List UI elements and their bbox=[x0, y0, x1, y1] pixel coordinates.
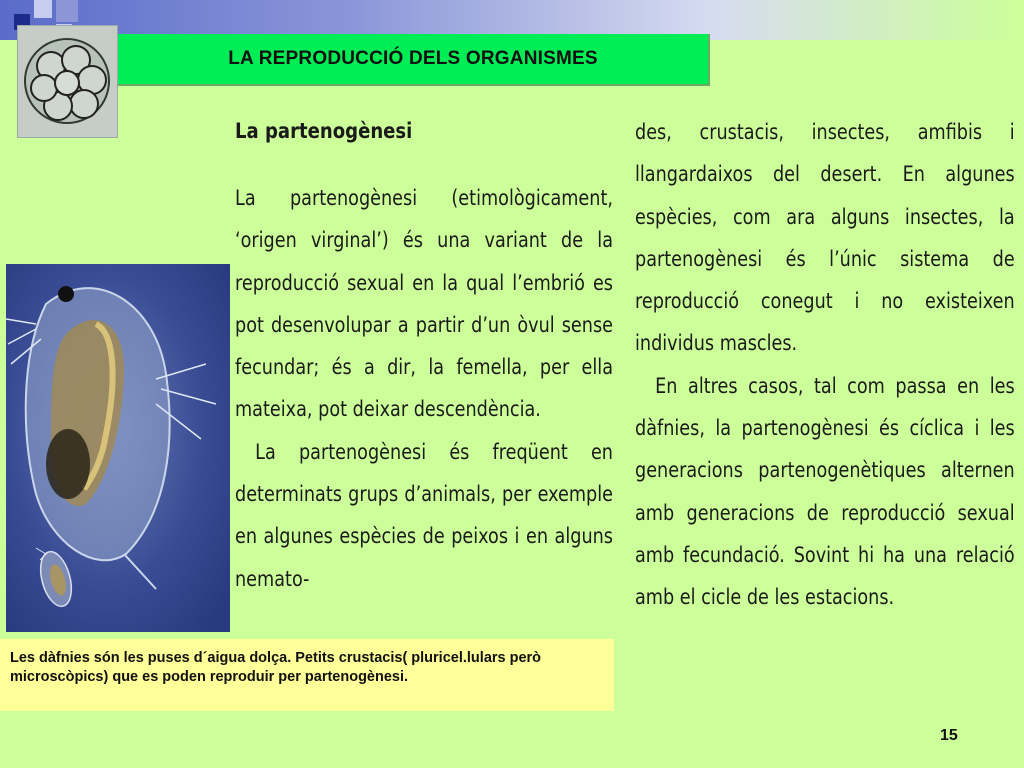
daphnia-photo bbox=[6, 264, 230, 632]
slide-title-box bbox=[118, 34, 710, 86]
paragraph: des, crustacis, insectes, amfibis i llangardaixos del desert. En algunes espècies, com ara alguns insectes, la partenogènesi és l’únic sistema de reproducció conegut i no existeixen individus mascles. bbox=[635, 120, 1015, 356]
section-heading: La partenogènesi bbox=[235, 119, 413, 143]
text-column-left bbox=[235, 95, 613, 600]
paragraph: En altres casos, tal com passa en les dàfnies, la partenogènesi és cíclica i les generacions partenogenètiques alternen amb generacions de reproducció sexual amb fecundació. Sovint hi ha una relació amb el cicle de les estacions. bbox=[635, 373, 1015, 610]
decor-square bbox=[34, 0, 52, 18]
decor-square bbox=[56, 0, 78, 22]
textbook-scan bbox=[229, 95, 1017, 610]
caption-box bbox=[0, 639, 614, 711]
embryo-cells-image bbox=[17, 25, 118, 138]
text-column-right bbox=[635, 95, 1015, 619]
paragraph: La partenogènesi és freqüent en determinats grups d’animals, per exemple en algunes espècies de peixos i en alguns nemato- bbox=[235, 439, 613, 591]
page-number: 15 bbox=[940, 727, 958, 744]
paragraph: La partenogènesi (etimològicament, ‘origen virginal’) és una variant de la reproducció sexual en la qual l’embrió es pot desenvolupar a partir d’un òvul sense fecundar; és a dir, la femella, per ella mateixa, pot deixar descendència. bbox=[235, 186, 613, 422]
slide-title: LA REPRODUCCIÓ DELS ORGANISMES bbox=[228, 48, 598, 69]
caption-text: Les dàfnies són les puses d´aigua dolça. Petits crustacis( pluricel.lulars però microscòpics) que es poden reproduir per partenogènesi. bbox=[10, 650, 542, 685]
